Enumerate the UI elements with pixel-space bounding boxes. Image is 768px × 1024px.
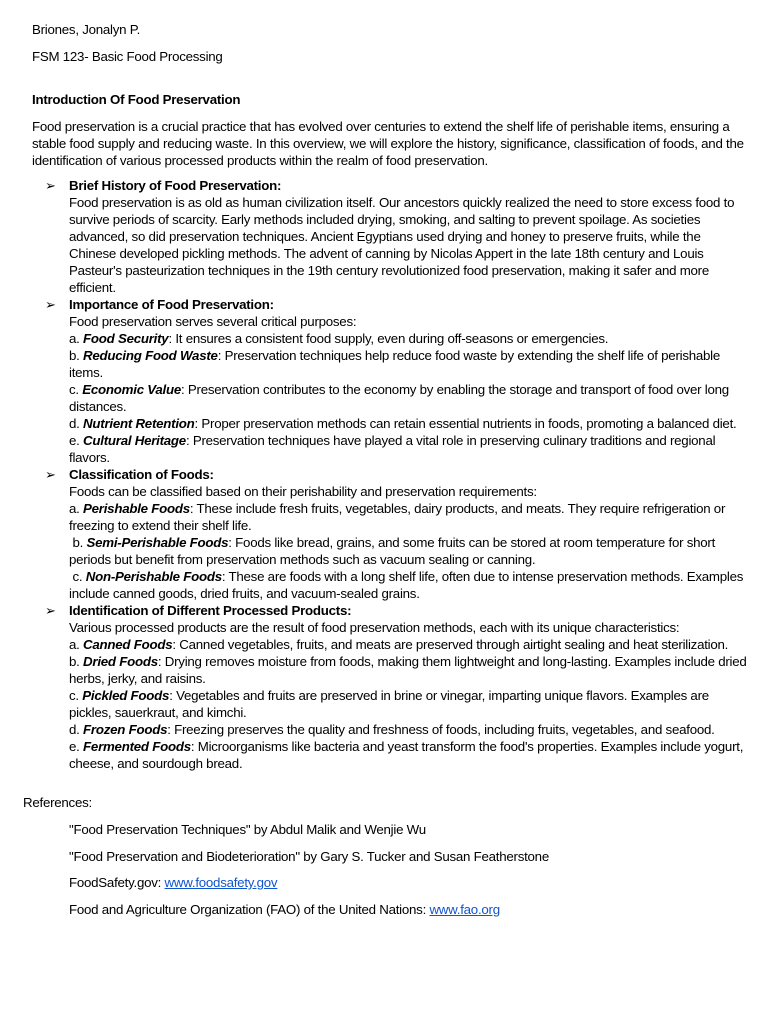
- fao-link[interactable]: www.fao.org: [429, 902, 500, 917]
- references-label: References:: [23, 795, 92, 810]
- section-classification: [45, 466, 749, 602]
- section-identification: [45, 602, 749, 772]
- reference-item: Food and Agriculture Organization (FAO) of the United Nations: www.fao.org: [69, 902, 500, 917]
- list-item: d. Frozen Foods: Freezing preserves the quality and freshness of foods, including fruits, vegetables, and seafood.: [69, 722, 715, 737]
- arrow-bullet-icon: ➢: [45, 603, 56, 618]
- list-item: c. Pickled Foods: Vegetables and fruits are preserved in brine or vinegar, imparting unique flavors. Examples are pickles, sauerkraut, and kimchi.: [69, 688, 709, 720]
- section-lead: Various processed products are the result of food preservation methods, each with its unique characteristics:: [69, 620, 680, 635]
- section-importance: [45, 296, 749, 466]
- reference-item: "Food Preservation and Biodeterioration" by Gary S. Tucker and Susan Featherstone: [69, 849, 549, 864]
- section-title: Brief History of Food Preservation:: [69, 178, 282, 193]
- section-body: Food preservation is as old as human civilization itself. Our ancestors quickly realized the need to store excess food to survive periods of scarcity. Early methods included drying, smoking, and salting to prevent spoilage. As societies advanced, so did preservation techniques. Ancient Egyptians used drying and honey to preserve fruits, while the Chinese developed pickling methods. The advent of canning by Nicolas Appert in the late 18th century and Louis Pasteur's pasteurization techniques in the 19th century revolutionized food preservation, making it safer and more efficient.: [69, 195, 735, 295]
- list-item: b. Semi-Perishable Foods: Foods like bread, grains, and some fruits can be stored at room temperature for short periods but benefit from preservation methods such as vacuum sealing or canning.: [69, 535, 719, 567]
- list-item: a. Canned Foods: Canned vegetables, fruits, and meats are preserved through airtight sealing and heat sterilization.: [69, 637, 729, 652]
- section-list: [45, 177, 749, 772]
- reference-item: "Food Preservation Techniques" by Abdul Malik and Wenjie Wu: [69, 822, 426, 837]
- list-item: c. Non-Perishable Foods: These are foods with a long shelf life, often due to intense preservation methods. Examples include canned goods, dried fruits, and vacuum-sealed grains.: [69, 569, 747, 601]
- list-item: e. Fermented Foods: Microorganisms like bacteria and yeast transform the food's properties. Examples include yogurt, cheese, and sourdough bread.: [69, 739, 744, 771]
- section-title: Importance of Food Preservation:: [69, 297, 274, 312]
- course-title: FSM 123- Basic Food Processing: [32, 49, 223, 64]
- section-lead: Food preservation serves several critical purposes:: [69, 314, 357, 329]
- list-item: b. Dried Foods: Drying removes moisture from foods, making them lightweight and long-lasting. Examples include dried herbs, jerky, and raisins.: [69, 654, 747, 686]
- section-lead: Foods can be classified based on their perishability and preservation requirements:: [69, 484, 537, 499]
- list-item: c. Economic Value: Preservation contributes to the economy by enabling the storage and transport of food over long distances.: [69, 382, 729, 414]
- arrow-bullet-icon: ➢: [45, 297, 56, 312]
- section-history: [45, 177, 749, 296]
- arrow-bullet-icon: ➢: [45, 467, 56, 482]
- document-heading: Introduction Of Food Preservation: [32, 92, 241, 107]
- section-title: Identification of Different Processed Products:: [69, 603, 352, 618]
- list-item: a. Food Security: It ensures a consistent food supply, even during off-seasons or emergencies.: [69, 331, 609, 346]
- section-title: Classification of Foods:: [69, 467, 214, 482]
- list-item: e. Cultural Heritage: Preservation techniques have played a vital role in preserving culinary traditions and regional flavors.: [69, 433, 716, 465]
- author-name: Briones, Jonalyn P.: [32, 22, 141, 37]
- intro-paragraph: Food preservation is a crucial practice that has evolved over centuries to extend the shelf life of perishable items, ensuring a stable food supply and reducing waste. In this overview, we will explore the history, significance, classification of foods, and the identification of various processed products within the realm of food preservation.: [32, 119, 744, 168]
- list-item: d. Nutrient Retention: Proper preservation methods can retain essential nutrients in foods, promoting a balanced diet.: [69, 416, 737, 431]
- list-item: b. Reducing Food Waste: Preservation techniques help reduce food waste by extending the shelf life of perishable items.: [69, 348, 721, 380]
- arrow-bullet-icon: ➢: [45, 178, 56, 193]
- list-item: a. Perishable Foods: These include fresh fruits, vegetables, dairy products, and meats. They require refrigeration or freezing to extend their shelf life.: [69, 501, 726, 533]
- reference-item: FoodSafety.gov: www.foodsafety.gov: [69, 875, 278, 890]
- foodsafety-link[interactable]: www.foodsafety.gov: [164, 875, 278, 890]
